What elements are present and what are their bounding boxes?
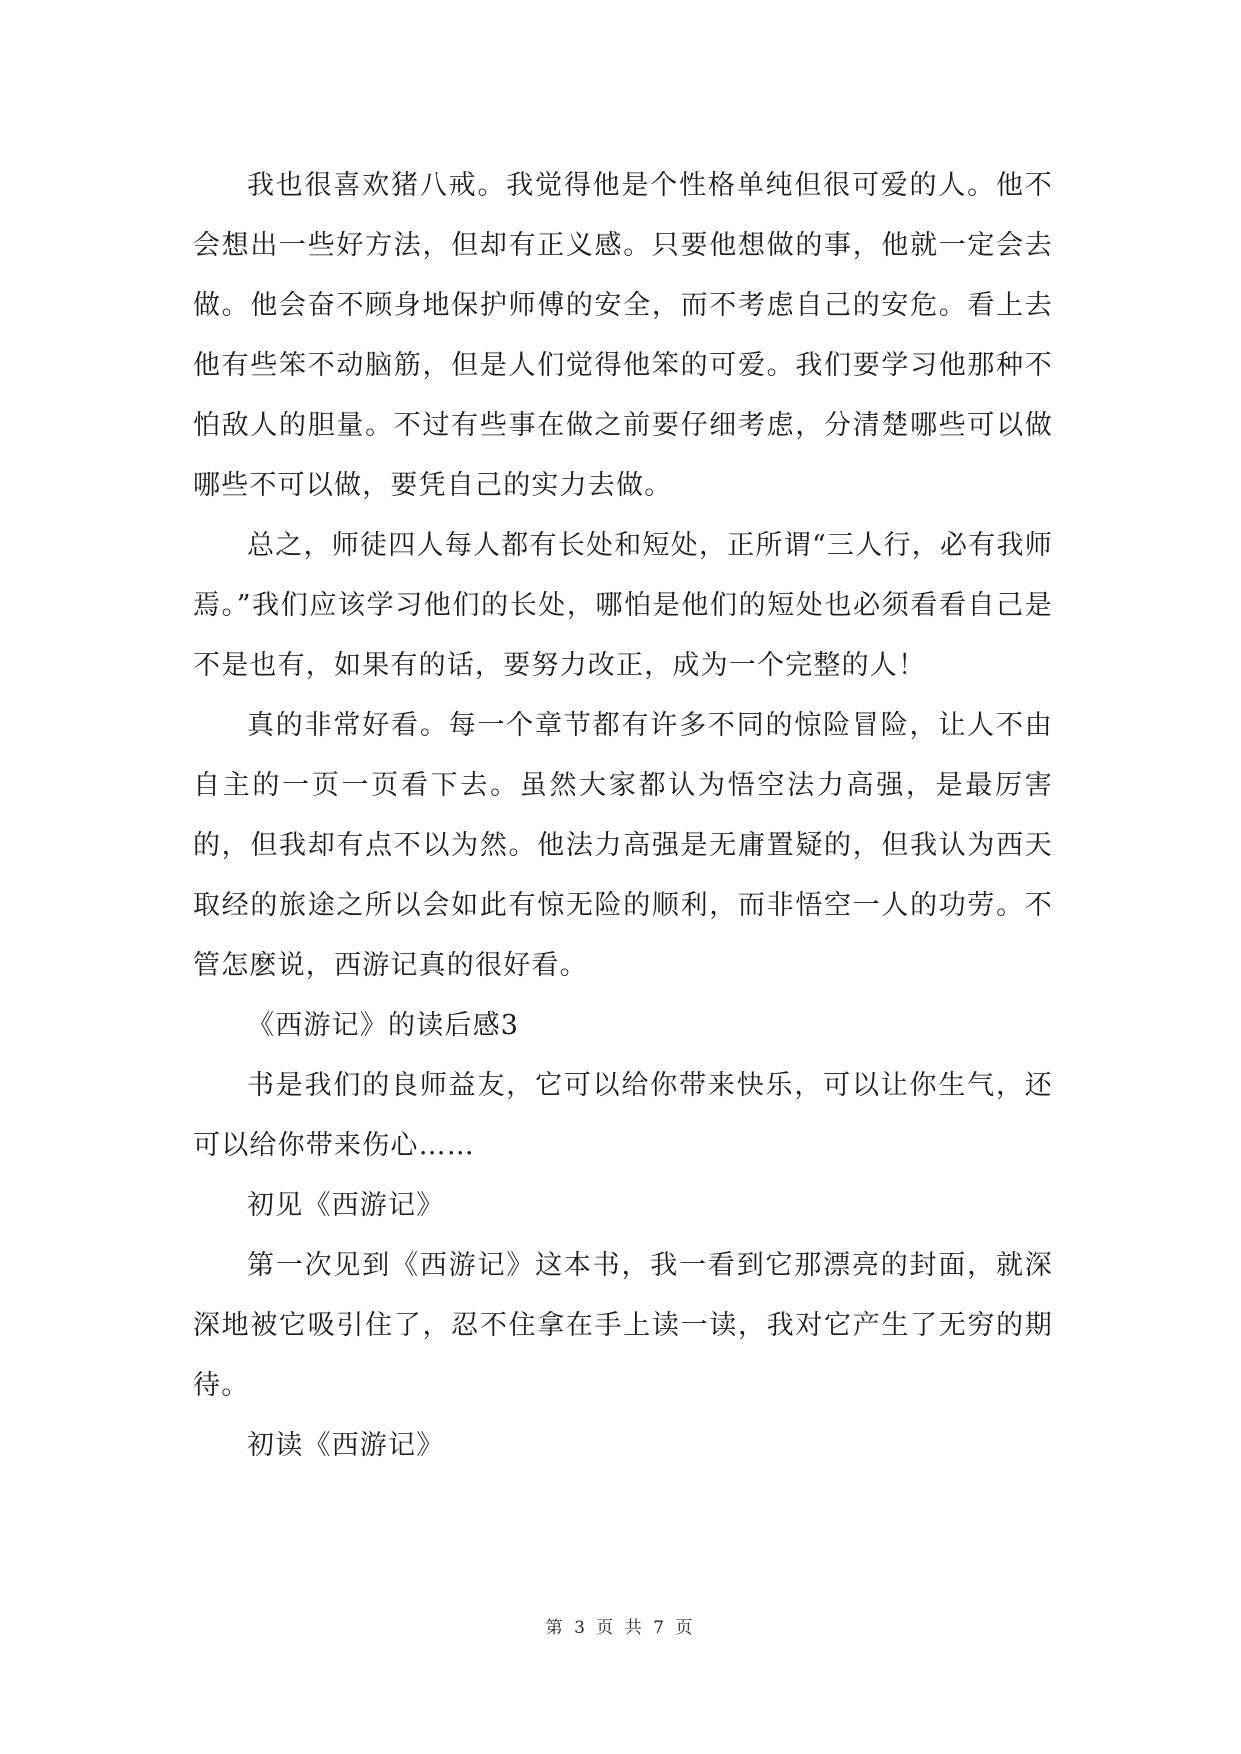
section-heading: 《西游记》的读后感3 (247, 1010, 520, 1041)
paragraph-opinion: 真的非常好看。每一个章节都有许多不同的惊险冒险，让人不由自主的一页一页看下去。虽然大家都认为悟空法力高强，是最厉害的，但我却有点不以为然。他法力高强是无庸置疑的，但我认为西天取经的旅途之所以会如此有惊无险的顺利，而非悟空一人的功劳。不管怎麽说，西游记真的很好看。 (193, 710, 1053, 981)
paragraph-first-sight: 第一次见到《西游记》这本书，我一看到它那漂亮的封面，就深深地被它吸引住了，忍不住拿在手上读一读，我对它产生了无穷的期待。 (193, 1250, 1053, 1401)
subheading-first-sight: 初见《西游记》 (247, 1190, 445, 1221)
page-number: 第 3 页 共 7 页 (545, 1618, 696, 1638)
paragraph-zhubajie: 我也很喜欢猪八戒。我觉得他是个性格单纯但很可爱的人。他不会想出一些好方法，但却有正义感。只要他想做的事，他就一定会去做。他会奋不顾身地保护师傅的安全，而不考虑自己的安危。看上去他有些笨不动脑筋，但是人们觉得他笨的可爱。我们要学习他那种不怕敌人的胆量。不过有些事在做之前要仔细考虑，分清楚哪些可以做哪些不可以做，要凭自己的实力去做。 (193, 170, 1053, 501)
paragraph-summary: 总之，师徒四人每人都有长处和短处，正所谓“三人行，必有我师焉。”我们应该学习他们的长处，哪怕是他们的短处也必须看看自己是不是也有，如果有的话，要努力改正，成为一个完整的人！ (193, 530, 1053, 681)
subheading-first-read: 初读《西游记》 (247, 1430, 445, 1461)
paragraph-intro: 书是我们的良师益友，它可以给你带来快乐，可以让你生气，还可以给你带来伤心…… (193, 1070, 1053, 1161)
document-body (193, 156, 1053, 1476)
